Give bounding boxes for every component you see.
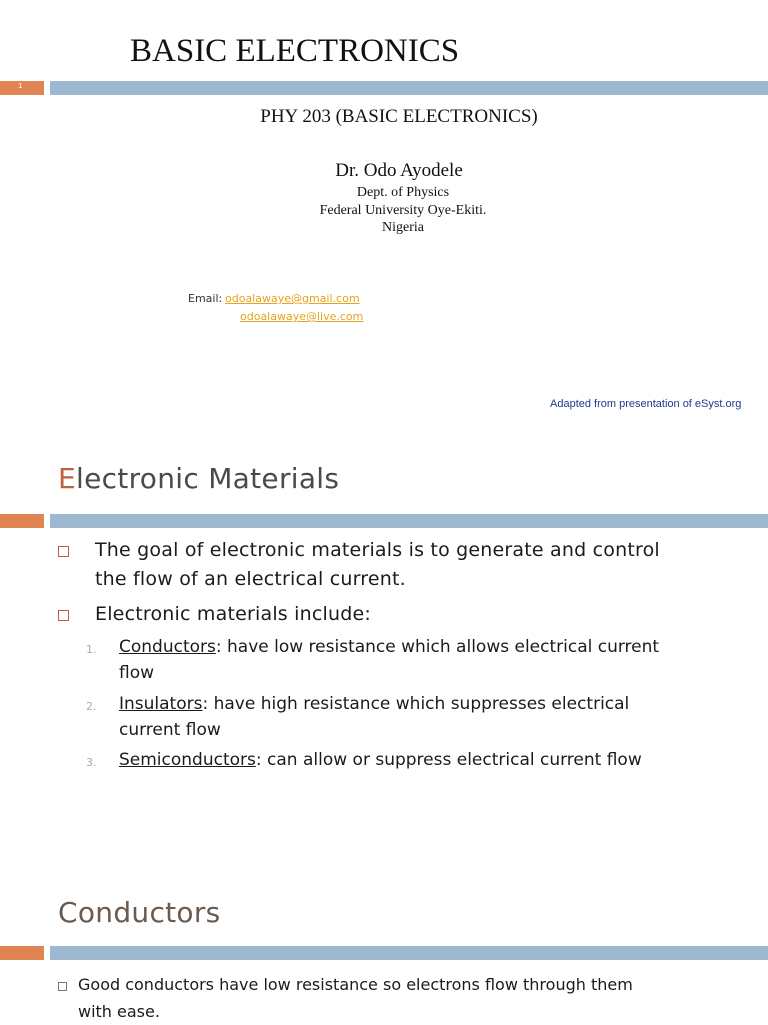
bullet-square-icon [58, 982, 67, 991]
list-item-number: 1. [86, 643, 97, 656]
slide2-title-rest: lectronic Materials [76, 462, 340, 495]
slide3-bullet1-line2: with ease. [78, 1002, 160, 1021]
bullet-square-icon [58, 546, 69, 557]
term-semiconductors: Semiconductors [119, 750, 256, 770]
adapted-credit: Adapted from presentation of eSyst.org [550, 398, 742, 410]
slide1-number: 1 [18, 82, 23, 90]
list-item-text: : have low resistance which allows electrical current [215, 637, 660, 657]
author-name: Dr. Odo Ayodele [335, 160, 463, 181]
slide2-orange-bar [0, 514, 44, 528]
list-item-text: : have high resistance which suppresses electrical [202, 694, 630, 714]
term-insulators: Insulators [119, 694, 203, 714]
bullet-square-icon [58, 610, 69, 621]
list-item-text: : can allow or suppress electrical current flow [255, 750, 642, 770]
term-conductors: Conductors [119, 637, 216, 657]
course-title: PHY 203 (BASIC ELECTRONICS) [260, 106, 538, 127]
list-item-text-cont: flow [119, 663, 155, 683]
slide2-blue-bar [50, 514, 768, 528]
list-item-insulators [119, 691, 629, 717]
list-item-number: 2. [86, 700, 97, 713]
email-link-gmail[interactable]: odoalawaye@gmail.com [225, 292, 360, 305]
list-item-text-cont: current flow [119, 720, 221, 740]
slide2-title-initial: E [58, 462, 76, 495]
list-item-semiconductors [119, 747, 642, 773]
bullet1-line1: The goal of electronic materials is to generate and control [95, 539, 660, 561]
bullet1-line2: the flow of an electrical current. [95, 568, 406, 590]
slide2-title [58, 462, 339, 495]
slide1-blue-bar [50, 81, 768, 95]
email-link-live[interactable]: odoalawaye@live.com [240, 310, 364, 323]
bullet2-text: Electronic materials include: [95, 603, 371, 625]
list-item-conductors [119, 634, 659, 660]
slide3-title: Conductors [58, 896, 221, 929]
university: Federal University Oye-Ekiti. [319, 203, 487, 218]
email-label: Email: [188, 292, 223, 305]
slide3-blue-bar [50, 946, 768, 960]
slide1-title: BASIC ELECTRONICS [130, 33, 460, 69]
slide3-orange-bar [0, 946, 44, 960]
slide3-bullet1-line1: Good conductors have low resistance so electrons flow through them [78, 975, 633, 994]
list-item-number: 3. [86, 756, 97, 769]
country: Nigeria [382, 220, 424, 235]
department: Dept. of Physics [356, 185, 450, 200]
